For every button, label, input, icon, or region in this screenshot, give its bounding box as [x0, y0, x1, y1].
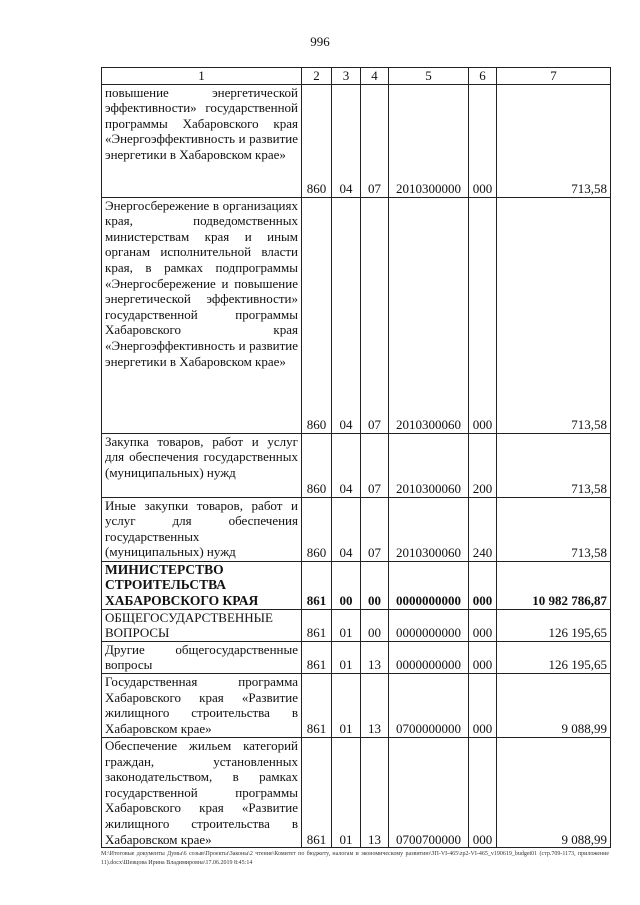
row-subsection-code: 13 — [361, 673, 389, 737]
row-ministry-code: 860 — [302, 197, 332, 433]
row-section-code: 04 — [332, 197, 361, 433]
page-number: 996 — [310, 34, 330, 49]
row-amount: 126 195,65 — [497, 609, 611, 641]
header-cell: 1 — [102, 68, 302, 85]
row-amount: 9 088,99 — [497, 673, 611, 737]
row-name: МИНИСТЕРСТВО СТРОИТЕЛЬСТВА ХАБАРОВСКОГО КРАЯ — [102, 561, 302, 609]
row-target-code: 0700000000 — [389, 673, 469, 737]
row-expense-type: 000 — [469, 197, 497, 433]
row-target-code: 0000000000 — [389, 561, 469, 609]
row-section-code: 01 — [332, 609, 361, 641]
row-subsection-code: 07 — [361, 433, 389, 497]
row-ministry-code: 861 — [302, 641, 332, 673]
row-ministry-code: 861 — [302, 609, 332, 641]
row-name: Закупка товаров, работ и услуг для обеспечения государственных (муниципальных) нужд — [102, 433, 302, 497]
table-row — [102, 84, 611, 197]
row-target-code: 2010300060 — [389, 497, 469, 561]
row-amount: 713,58 — [497, 497, 611, 561]
row-name: Государственная программа Хабаровского края «Развитие жилищного строительства в Хабаровском крае» — [102, 673, 302, 737]
file-path-footer: M:\Итоговые документы Думы\6 созыв\Проекты\Законы\2 чтение\Комитет по бюджету, налогам и экономическому развитию\ЗП-VI-465\zp2-VI-465_v190619_budget01 (стр.709-1173, приложение 11).docx\Шевцова Ирина Владимировна\17.06.2019 8:45:14 — [101, 851, 609, 866]
row-section-code: 04 — [332, 84, 361, 197]
table-row — [102, 737, 611, 847]
row-subsection-code: 07 — [361, 497, 389, 561]
header-cell: 3 — [332, 68, 361, 85]
table-row — [102, 673, 611, 737]
row-ministry-code: 861 — [302, 561, 332, 609]
row-subsection-code: 00 — [361, 609, 389, 641]
row-ministry-code: 860 — [302, 497, 332, 561]
row-expense-type: 000 — [469, 609, 497, 641]
row-target-code: 2010300060 — [389, 433, 469, 497]
row-subsection-code: 00 — [361, 561, 389, 609]
row-target-code: 0700700000 — [389, 737, 469, 847]
row-name: Обеспечение жильем категорий граждан, установленных законодательством, в рамках государственной программы Хабаровского края «Развитие жилищного строительства в Хабаровском крае» — [102, 737, 302, 847]
row-expense-type: 000 — [469, 641, 497, 673]
table-header-row — [102, 68, 611, 85]
table-row — [102, 197, 611, 433]
row-subsection-code: 07 — [361, 197, 389, 433]
row-expense-type: 000 — [469, 84, 497, 197]
row-amount: 10 982 786,87 — [497, 561, 611, 609]
table-row — [102, 497, 611, 561]
row-section-code: 00 — [332, 561, 361, 609]
table-row — [102, 641, 611, 673]
row-name: Иные закупки товаров, работ и услуг для обеспечения государственных (муниципальных) нужд — [102, 497, 302, 561]
row-target-code: 0000000000 — [389, 609, 469, 641]
row-ministry-code: 861 — [302, 737, 332, 847]
row-ministry-code: 860 — [302, 433, 332, 497]
header-cell: 2 — [302, 68, 332, 85]
row-amount: 713,58 — [497, 433, 611, 497]
row-target-code: 2010300000 — [389, 84, 469, 197]
row-expense-type: 000 — [469, 737, 497, 847]
header-cell: 7 — [497, 68, 611, 85]
row-name: Другие общегосударственные вопросы — [102, 641, 302, 673]
row-target-code: 2010300060 — [389, 197, 469, 433]
row-subsection-code: 13 — [361, 737, 389, 847]
row-section-code: 01 — [332, 737, 361, 847]
row-expense-type: 200 — [469, 433, 497, 497]
row-subsection-code: 07 — [361, 84, 389, 197]
budget-table — [101, 67, 611, 848]
table-row — [102, 561, 611, 609]
row-amount: 9 088,99 — [497, 737, 611, 847]
row-name: повышение энергетической эффективности» государственной программы Хабаровского края «Энергоэффективность и развитие энергетики в Хабаровском крае» — [102, 84, 302, 197]
row-target-code: 0000000000 — [389, 641, 469, 673]
row-ministry-code: 860 — [302, 84, 332, 197]
row-amount: 126 195,65 — [497, 641, 611, 673]
row-section-code: 04 — [332, 433, 361, 497]
row-subsection-code: 13 — [361, 641, 389, 673]
row-section-code: 04 — [332, 497, 361, 561]
row-expense-type: 000 — [469, 561, 497, 609]
header-cell: 6 — [469, 68, 497, 85]
row-name: ОБЩЕГОСУДАРСТВЕННЫЕ ВОПРОСЫ — [102, 609, 302, 641]
row-name: Энергосбережение в организациях края, подведомственных министерствам края и иным органам исполнительной власти края, в рамках подпрограммы «Энергосбережение и повышение энергетической эффективности» государственной программы Хабаровского края «Энергоэффективность и развитие энергетики в Хабаровском крае» — [102, 197, 302, 433]
row-amount: 713,58 — [497, 197, 611, 433]
row-ministry-code: 861 — [302, 673, 332, 737]
row-expense-type: 000 — [469, 673, 497, 737]
row-section-code: 01 — [332, 641, 361, 673]
header-cell: 5 — [389, 68, 469, 85]
row-amount: 713,58 — [497, 84, 611, 197]
row-expense-type: 240 — [469, 497, 497, 561]
header-cell: 4 — [361, 68, 389, 85]
table-row — [102, 609, 611, 641]
row-section-code: 01 — [332, 673, 361, 737]
table-row — [102, 433, 611, 497]
